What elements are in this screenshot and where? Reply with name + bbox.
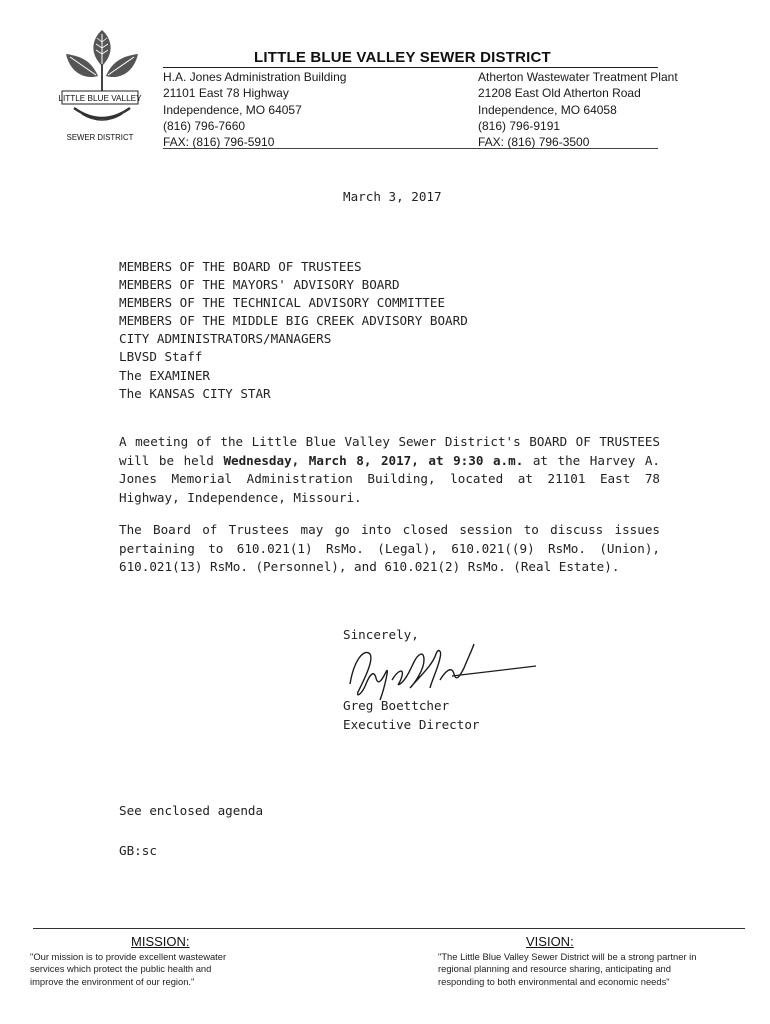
signer-block — [343, 697, 479, 734]
address-line: 21208 East Old Atherton Road — [478, 86, 641, 101]
recipient-line: MEMBERS OF THE BOARD OF TRUSTEES — [119, 259, 362, 274]
logo-banner-text: LITTLE BLUE VALLEY — [58, 94, 142, 103]
meeting-paragraph — [119, 433, 660, 507]
meeting-text-end: at the Harvey A. Jones Memorial Administration Building, located at 21101 East 78 Highway, Independence, Missouri. — [119, 452, 660, 505]
address-line: 21101 East 78 Highway — [163, 86, 289, 101]
recipient-line: The KANSAS CITY STAR — [119, 385, 271, 401]
footer-rule — [33, 928, 745, 929]
mission-statement — [30, 951, 226, 988]
letter-date: March 3, 2017 — [343, 189, 442, 204]
meeting-datetime: Wednesday, March 8, 2017, at 9:30 a.m. — [223, 452, 524, 468]
recipient-line: MEMBERS OF THE MAYORS' ADVISORY BOARD — [119, 277, 400, 293]
vision-statement — [438, 951, 696, 988]
closing: Sincerely, — [343, 627, 419, 642]
handwritten-signature — [340, 640, 540, 702]
vision-line: "The Little Blue Valley Sewer District will be a strong partner in — [438, 951, 697, 962]
phone-number: (816) 796-9191 — [478, 118, 561, 133]
vision-heading: VISION: — [526, 934, 574, 949]
mission-line: improve the environment of our region." — [30, 975, 195, 987]
address-line: H.A. Jones Administration Building — [163, 70, 347, 84]
title-rule — [163, 67, 658, 68]
closed-session-paragraph: The Board of Trustees may go into closed session to discuss issues pertaining to 610.021(1) RsMo. (Legal), 610.021((9) RsMo. (Union), 610.021(13) RsMo. (Personnel), and 610.021(2) RsMo. (Real Estate). — [119, 522, 660, 575]
admin-building-address — [163, 69, 346, 150]
address-line: Independence, MO 64057 — [163, 102, 302, 117]
signer-title: Executive Director — [343, 716, 480, 732]
recipient-list — [119, 258, 468, 403]
fax-number: FAX: (816) 796-3500 — [478, 135, 590, 150]
letterhead-rule — [163, 148, 658, 149]
recipient-line: The EXAMINER — [119, 367, 210, 383]
recipient-line: MEMBERS OF THE MIDDLE BIG CREEK ADVISORY BOARD — [119, 313, 468, 329]
recipient-line: CITY ADMINISTRATORS/MANAGERS — [119, 331, 332, 347]
mission-line: services which protect the public health and — [30, 963, 212, 975]
recipient-line: LBVSD Staff — [119, 349, 203, 365]
fax-number: FAX: (816) 796-5910 — [163, 135, 275, 150]
logo-bottom-text: SEWER DISTRICT — [66, 133, 134, 142]
vision-line: regional planning and resource sharing, anticipating and — [438, 963, 671, 975]
reference-initials: GB:sc — [119, 843, 157, 858]
mission-line: "Our mission is to provide excellent wastewater — [30, 951, 227, 962]
recipient-line: MEMBERS OF THE TECHNICAL ADVISORY COMMITTEE — [119, 295, 446, 311]
treatment-plant-address — [478, 69, 678, 150]
enclosure-note: See enclosed agenda — [119, 803, 264, 818]
mission-heading: MISSION: — [131, 934, 190, 949]
phone-number: (816) 796-7660 — [163, 118, 246, 133]
signer-name: Greg Boettcher — [343, 698, 450, 713]
district-logo — [58, 28, 142, 146]
vision-line: responding to both environmental and economic needs" — [438, 975, 670, 987]
address-line: Atherton Wastewater Treatment Plant — [478, 70, 678, 84]
org-name: LITTLE BLUE VALLEY SEWER DISTRICT — [254, 49, 551, 66]
address-line: Independence, MO 64058 — [478, 102, 617, 117]
meeting-text-start: A meeting of the Little Blue Valley Sewer District's BOARD OF TRUSTEES will be held — [119, 434, 660, 468]
